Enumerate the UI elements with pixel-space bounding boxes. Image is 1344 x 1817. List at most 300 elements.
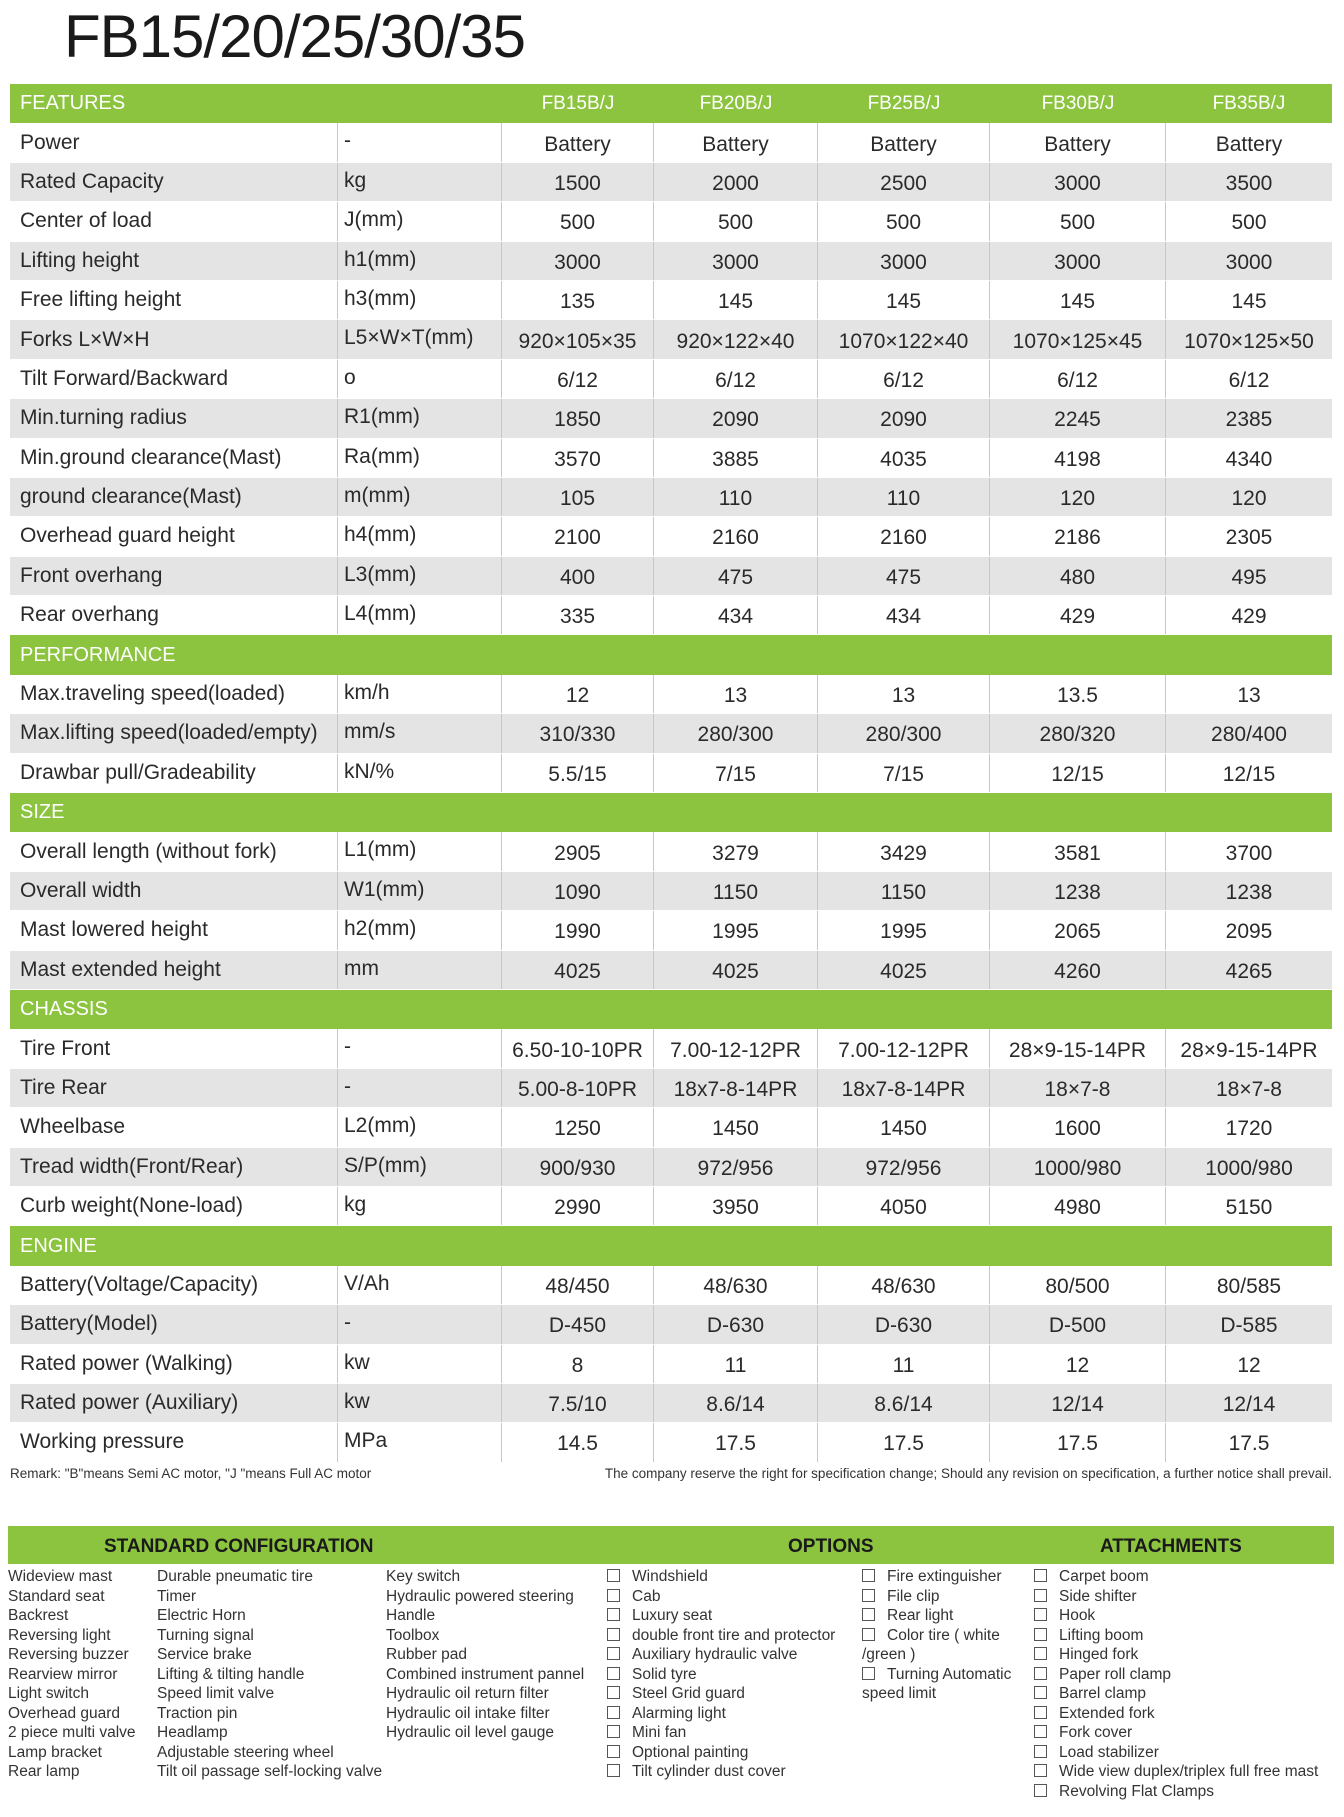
spec-value: 280/300 (654, 714, 818, 752)
spec-value: 2065 (990, 911, 1166, 949)
spec-value: 1070×125×45 (990, 320, 1166, 358)
options-title: OPTIONS (788, 1536, 874, 1557)
item-label: Cab (632, 1587, 661, 1605)
features-header-row (10, 84, 1332, 123)
list-item (1034, 1704, 1318, 1724)
spec-row (10, 1266, 1332, 1305)
feature-unit: Ra(mm) (338, 439, 502, 477)
spec-value: 475 (818, 557, 990, 595)
spec-value: 5.00-8-10PR (502, 1069, 654, 1107)
spec-value: 3500 (1225, 171, 1273, 195)
spec-value: 4198 (990, 439, 1166, 477)
item-label: Durable pneumatic tire (157, 1568, 313, 1585)
spec-value: Battery (1215, 132, 1283, 156)
spec-row (10, 1384, 1332, 1423)
feature-name: Mast extended height (10, 951, 338, 989)
spec-value: 4035 (818, 439, 990, 477)
spec-value: 12 (502, 675, 654, 713)
spec-value: 1000/980 (1205, 1156, 1293, 1180)
spec-value: 920×122×40 (654, 320, 818, 358)
spec-row (10, 478, 1332, 517)
spec-value: 1995 (654, 911, 818, 949)
item-label: Rearview mirror (8, 1665, 118, 1683)
item-label: Speed limit valve (157, 1685, 275, 1702)
spec-value: 17.5 (1228, 1432, 1270, 1456)
feature-unit: h2(mm) (338, 911, 502, 949)
spec-row (10, 596, 1332, 635)
checkbox-icon[interactable] (607, 1686, 620, 1699)
spec-value: 2305 (1225, 526, 1273, 550)
spec-value: Battery (654, 123, 818, 161)
spec-row (10, 1345, 1332, 1384)
spec-value: 12/14 (990, 1384, 1166, 1422)
spec-value: 335 (502, 596, 654, 634)
spec-value: 105 (502, 478, 654, 516)
feature-name: Tire Front (10, 1029, 338, 1067)
spec-value: 6/12 (1228, 368, 1270, 392)
spec-value: 110 (654, 478, 818, 516)
spec-value: 280/300 (818, 714, 990, 752)
list-item (157, 1704, 382, 1724)
list-item (8, 1684, 136, 1704)
spec-value: 12 (1237, 1353, 1261, 1377)
spec-value: 8.6/14 (654, 1384, 818, 1422)
spec-row (10, 872, 1332, 911)
item-label: Revolving Flat Clamps (1059, 1782, 1215, 1800)
remark-disclaimer: The company reserve the right for specification change; Should any revision on specification, a further notice shall prevail. (604, 1466, 1332, 1481)
spec-value: D-630 (818, 1305, 990, 1343)
item-label: Tilt cylinder dust cover (632, 1763, 786, 1780)
spec-value: 13.5 (990, 675, 1166, 713)
list-item (8, 1626, 136, 1646)
feature-name: ground clearance(Mast) (10, 478, 338, 516)
spec-value: 17.5 (818, 1423, 990, 1461)
feature-unit: - (338, 1029, 502, 1067)
feature-unit: - (338, 1069, 502, 1107)
remark-motor-note: Remark: "B"means Semi AC motor, "J "means Full AC motor (10, 1466, 372, 1481)
spec-value: 110 (818, 478, 990, 516)
list-item (607, 1684, 835, 1704)
list-item (157, 1645, 382, 1665)
feature-unit: kw (338, 1384, 502, 1422)
list-item (1034, 1626, 1318, 1646)
item-label: Side shifter (1059, 1587, 1137, 1605)
list-item (157, 1587, 382, 1607)
item-label: Load stabilizer (1059, 1743, 1159, 1761)
spec-row (10, 951, 1332, 990)
item-label: Turning Automatic (887, 1665, 1012, 1683)
item-label: Auxiliary hydraulic valve (632, 1646, 798, 1663)
spec-value: 1150 (654, 872, 818, 910)
model-header-3: FB25B/J (867, 92, 941, 114)
spec-value: 7.00-12-12PR (654, 1029, 818, 1067)
checkbox-icon[interactable] (607, 1745, 620, 1758)
feature-name: Overall width (10, 872, 338, 910)
checkbox-icon[interactable] (1034, 1647, 1047, 1660)
spec-value: 17.5 (990, 1423, 1166, 1461)
spec-value: 1070×122×40 (818, 320, 990, 358)
item-label: Handle (386, 1607, 436, 1624)
spec-value: 1720 (1225, 1117, 1273, 1141)
spec-row (10, 399, 1332, 438)
spec-row (10, 557, 1332, 596)
spec-row (10, 439, 1332, 478)
spec-value: Battery (990, 123, 1166, 161)
list-item (386, 1704, 584, 1724)
spec-value: 13 (1237, 684, 1261, 708)
spec-value: 280/400 (1211, 723, 1287, 747)
spec-row (10, 1423, 1332, 1462)
spec-value: 1238 (990, 872, 1166, 910)
spec-value: 500 (990, 202, 1166, 240)
spec-value: 3581 (990, 832, 1166, 870)
attachments-column (1034, 1567, 1318, 1801)
checkbox-icon[interactable] (607, 1569, 620, 1582)
feature-name: Wheelbase (10, 1108, 338, 1146)
checkbox-icon[interactable] (862, 1667, 875, 1680)
spec-row (10, 1305, 1332, 1344)
feature-unit: mm (338, 951, 502, 989)
spec-value: 48/630 (818, 1266, 990, 1304)
spec-value: 2905 (502, 832, 654, 870)
item-label: Turning signal (157, 1626, 254, 1644)
spec-value: 7/15 (818, 754, 990, 792)
item-label: Lamp bracket (8, 1743, 102, 1761)
spec-value: 6/12 (654, 360, 818, 398)
item-label: Reversing light (8, 1626, 111, 1644)
item-label: Hydraulic powered steering (386, 1587, 574, 1605)
spec-value: 120 (1231, 487, 1267, 511)
model-header-4: FB30B/J (1041, 92, 1115, 114)
spec-value: D-500 (990, 1305, 1166, 1343)
checkbox-icon[interactable] (1034, 1589, 1047, 1602)
model-header-5: FB35B/J (1212, 92, 1286, 114)
item-label: Light switch (8, 1685, 89, 1702)
spec-value: 3429 (818, 832, 990, 870)
feature-name: Min.ground clearance(Mast) (10, 439, 338, 477)
spec-value: 1150 (818, 872, 990, 910)
spec-value: 18x7-8-14PR (654, 1069, 818, 1107)
feature-unit: kg (338, 163, 502, 201)
list-item (1034, 1743, 1318, 1763)
feature-name: Min.turning radius (10, 399, 338, 437)
checkbox-icon[interactable] (862, 1569, 875, 1582)
list-item (862, 1684, 1011, 1704)
feature-name: Rated Capacity (10, 163, 338, 201)
spec-value: 18×7-8 (1216, 1077, 1282, 1101)
checkbox-icon[interactable] (1034, 1764, 1047, 1777)
feature-unit: h3(mm) (338, 281, 502, 319)
section-title: ENGINE (20, 1234, 97, 1257)
section-header-row (10, 990, 1332, 1029)
item-label: Timer (157, 1587, 197, 1605)
item-label: Standard seat (8, 1587, 105, 1605)
feature-name: Forks L×W×H (10, 320, 338, 358)
feature-name: Tread width(Front/Rear) (10, 1148, 338, 1186)
item-label: Color tire ( white (887, 1626, 1000, 1644)
checkbox-icon[interactable] (1034, 1628, 1047, 1641)
item-label: Mini fan (632, 1724, 687, 1741)
features-header-label: FEATURES (20, 92, 126, 115)
feature-unit: h4(mm) (338, 517, 502, 555)
feature-unit: J(mm) (338, 202, 502, 240)
checkbox-icon[interactable] (607, 1764, 620, 1777)
spec-value: 3700 (1225, 841, 1273, 865)
config-header-bar (8, 1526, 1334, 1564)
spec-value: 3000 (654, 242, 818, 280)
unit-header-cell (338, 84, 502, 123)
checkbox-icon[interactable] (1034, 1569, 1047, 1582)
spec-row (10, 281, 1332, 320)
checkbox-icon[interactable] (1034, 1745, 1047, 1758)
feature-unit: MPa (338, 1423, 502, 1461)
spec-value: 500 (502, 202, 654, 240)
spec-value: 12/15 (1222, 762, 1276, 786)
item-label: Tilt oil passage self-locking valve (157, 1763, 383, 1780)
item-label: Wide view duplex/triplex full free mast (1059, 1763, 1319, 1780)
spec-value: 48/630 (654, 1266, 818, 1304)
list-item (607, 1704, 835, 1724)
feature-name: Rear overhang (10, 596, 338, 634)
spec-value: 18x7-8-14PR (818, 1069, 990, 1107)
list-item (157, 1723, 382, 1743)
list-item (8, 1704, 136, 1724)
item-label: File clip (887, 1587, 940, 1605)
spec-value: 1450 (654, 1108, 818, 1146)
item-label: Overhead guard (8, 1704, 121, 1722)
feature-unit: - (338, 1305, 502, 1343)
list-item (1034, 1645, 1318, 1665)
spec-value: 1500 (502, 163, 654, 201)
spec-row (10, 714, 1332, 753)
checkbox-icon[interactable] (862, 1608, 875, 1621)
list-item (862, 1665, 1011, 1685)
item-label: Combined instrument pannel (386, 1665, 585, 1683)
feature-name: Power (10, 123, 338, 161)
spec-value: 2090 (654, 399, 818, 437)
attachments-title: ATTACHMENTS (1100, 1536, 1242, 1557)
list-item (607, 1587, 835, 1607)
feature-name: Max.lifting speed(loaded/empty) (10, 714, 338, 752)
checkbox-icon[interactable] (607, 1628, 620, 1641)
checkbox-icon[interactable] (1034, 1784, 1047, 1797)
spec-value: 2100 (502, 517, 654, 555)
spec-value: 434 (818, 596, 990, 634)
spec-row (10, 123, 1332, 162)
checkbox-icon[interactable] (607, 1706, 620, 1719)
list-item (157, 1567, 382, 1587)
spec-value: 3000 (502, 242, 654, 280)
spec-value: 972/956 (818, 1148, 990, 1186)
spec-value: 3885 (654, 439, 818, 477)
spec-value: 48/450 (502, 1266, 654, 1304)
spec-value: 2160 (654, 517, 818, 555)
spec-value: 500 (818, 202, 990, 240)
spec-value: 4050 (818, 1187, 990, 1225)
spec-value: 3950 (654, 1187, 818, 1225)
spec-value: Battery (502, 123, 654, 161)
feature-unit: mm/s (338, 714, 502, 752)
spec-value: 500 (654, 202, 818, 240)
spec-value: 475 (654, 557, 818, 595)
list-item (8, 1606, 136, 1626)
spec-value: 3000 (1225, 250, 1273, 274)
list-item (607, 1743, 835, 1763)
spec-value: 3000 (990, 163, 1166, 201)
spec-value: 18×7-8 (990, 1069, 1166, 1107)
list-item (8, 1587, 136, 1607)
page-title: FB15/20/25/30/35 (64, 3, 526, 70)
checkbox-icon[interactable] (607, 1667, 620, 1680)
checkbox-icon[interactable] (1034, 1725, 1047, 1738)
spec-value: 145 (1231, 290, 1267, 314)
spec-value: 3000 (990, 242, 1166, 280)
section-header-row (10, 793, 1332, 832)
feature-name: Overhead guard height (10, 517, 338, 555)
list-item (1034, 1665, 1318, 1685)
feature-unit: L2(mm) (338, 1108, 502, 1146)
spec-value: 6/12 (502, 360, 654, 398)
spec-value: 1070×125×50 (1184, 329, 1314, 353)
list-item (386, 1626, 584, 1646)
spec-value: 1450 (818, 1108, 990, 1146)
spec-value: 2385 (1225, 408, 1273, 432)
list-item (607, 1626, 835, 1646)
spec-value: 7.00-12-12PR (818, 1029, 990, 1067)
feature-unit: m(mm) (338, 478, 502, 516)
spec-value: 6.50-10-10PR (502, 1029, 654, 1067)
spec-value: Battery (818, 123, 990, 161)
checkbox-icon[interactable] (1034, 1608, 1047, 1621)
checkbox-icon[interactable] (1034, 1706, 1047, 1719)
feature-name: Tire Rear (10, 1069, 338, 1107)
spec-table (10, 84, 1332, 1463)
feature-unit: - (338, 123, 502, 161)
feature-unit: L1(mm) (338, 832, 502, 870)
spec-value: 900/930 (502, 1148, 654, 1186)
item-label: Key switch (386, 1568, 461, 1585)
spec-value: 4340 (1225, 447, 1273, 471)
spec-value: 120 (990, 478, 1166, 516)
spec-row (10, 163, 1332, 202)
item-label: double front tire and protector (632, 1626, 836, 1644)
item-label: Optional painting (632, 1743, 749, 1761)
feature-unit: L5×W×T(mm) (338, 320, 502, 358)
item-label: Toolbox (386, 1626, 440, 1644)
spec-value: 1000/980 (990, 1148, 1166, 1186)
spec-row (10, 242, 1332, 281)
spec-value: 1850 (502, 399, 654, 437)
list-item (607, 1567, 835, 1587)
spec-value: 11 (654, 1345, 818, 1383)
item-label: Steel Grid guard (632, 1685, 745, 1702)
checkbox-icon[interactable] (607, 1725, 620, 1738)
list-item (607, 1762, 835, 1782)
list-item (607, 1645, 835, 1665)
spec-value: D-450 (502, 1305, 654, 1343)
spec-value: 12/15 (990, 754, 1166, 792)
item-label: Rear light (887, 1607, 954, 1624)
list-item (386, 1606, 584, 1626)
feature-name: Tilt Forward/Backward (10, 360, 338, 398)
spec-value: 400 (502, 557, 654, 595)
spec-value: 2186 (990, 517, 1166, 555)
standard-config-title: STANDARD CONFIGURATION (104, 1536, 374, 1557)
spec-value: 1990 (502, 911, 654, 949)
feature-name: Battery(Voltage/Capacity) (10, 1266, 338, 1304)
checkbox-icon[interactable] (862, 1589, 875, 1602)
list-item (1034, 1762, 1318, 1782)
spec-row (10, 320, 1332, 359)
spec-row (10, 517, 1332, 556)
spec-value: 135 (502, 281, 654, 319)
model-header-1: FB15B/J (541, 92, 615, 114)
spec-row (10, 675, 1332, 714)
item-label: Alarming light (632, 1704, 726, 1722)
spec-value: 434 (654, 596, 818, 634)
section-header-row (10, 1226, 1332, 1265)
list-item (1034, 1723, 1318, 1743)
section-header-row (10, 635, 1332, 674)
spec-value: 1600 (990, 1108, 1166, 1146)
spec-value: 11 (818, 1345, 990, 1383)
checkbox-icon[interactable] (862, 1628, 875, 1641)
spec-value: 145 (654, 281, 818, 319)
checkbox-icon[interactable] (607, 1647, 620, 1660)
spec-value: 2245 (990, 399, 1166, 437)
item-label: 2 piece multi valve (8, 1724, 136, 1741)
standard-config-column-2 (157, 1567, 382, 1782)
item-label: Barrel clamp (1059, 1685, 1146, 1702)
spec-value: 145 (818, 281, 990, 319)
feature-name: Overall length (without fork) (10, 832, 338, 870)
item-label: Headlamp (157, 1724, 228, 1741)
feature-name: Front overhang (10, 557, 338, 595)
list-item (386, 1684, 584, 1704)
list-item (157, 1762, 382, 1782)
spec-value: 500 (1231, 211, 1267, 235)
list-item (157, 1665, 382, 1685)
feature-name: Working pressure (10, 1423, 338, 1461)
item-label: Hydraulic oil level gauge (386, 1724, 555, 1741)
checkbox-icon[interactable] (607, 1589, 620, 1602)
item-label: Lifting & tilting handle (157, 1665, 305, 1683)
spec-value: 28×9-15-14PR (990, 1029, 1166, 1067)
checkbox-icon[interactable] (1034, 1667, 1047, 1680)
spec-value: 429 (990, 596, 1166, 634)
item-label: Rubber pad (386, 1646, 468, 1663)
list-item (607, 1665, 835, 1685)
spec-value: 429 (1231, 605, 1267, 629)
list-item (1034, 1587, 1318, 1607)
spec-row (10, 360, 1332, 399)
spec-value: D-585 (1220, 1314, 1278, 1338)
item-label: Rear lamp (8, 1763, 80, 1780)
spec-value: 1250 (502, 1108, 654, 1146)
item-label: Hook (1059, 1607, 1096, 1624)
spec-value: 7/15 (654, 754, 818, 792)
spec-row (10, 754, 1332, 793)
spec-row (10, 1069, 1332, 1108)
checkbox-icon[interactable] (607, 1608, 620, 1621)
spec-value: 1090 (502, 872, 654, 910)
list-item (8, 1665, 136, 1685)
item-label: Electric Horn (157, 1607, 246, 1624)
checkbox-icon[interactable] (1034, 1686, 1047, 1699)
spec-value: 4265 (1225, 959, 1273, 983)
list-item (8, 1762, 136, 1782)
spec-row (10, 832, 1332, 871)
